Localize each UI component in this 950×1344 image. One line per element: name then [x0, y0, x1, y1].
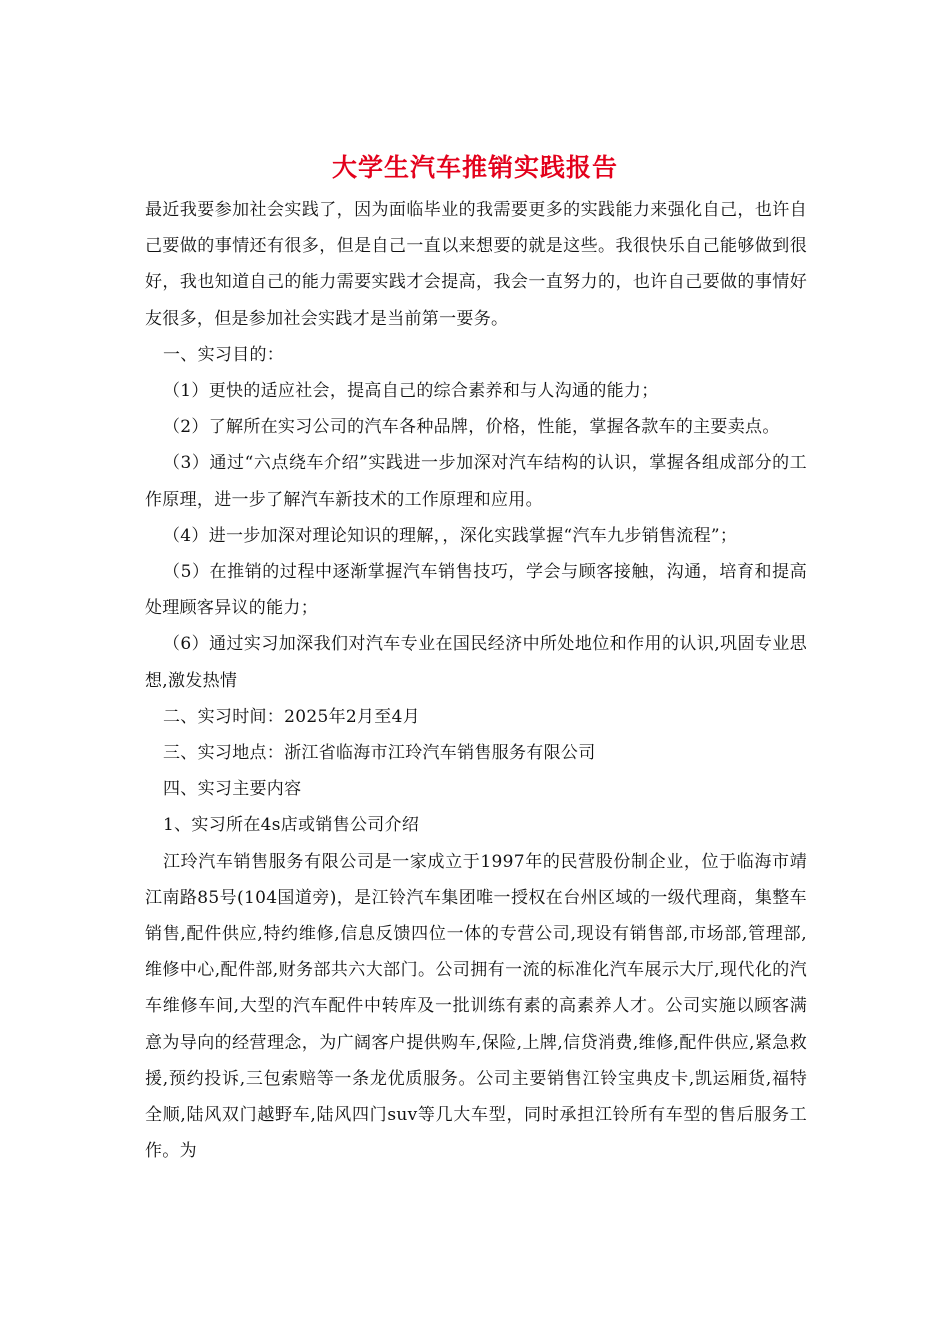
purpose-item-6: （6）通过实习加深我们对汽车专业在国民经济中所处地位和作用的认识,巩固专业思想,激发热情 [145, 634, 807, 691]
purpose-item-5: （5）在推销的过程中逐渐掌握汽车销售技巧，学会与顾客接触，沟通，培育和提高处理顾客异议的能力； [145, 562, 807, 619]
section-heading-content: 四、实习主要内容 [163, 779, 302, 800]
intro-paragraph: 最近我要参加社会实践了，因为面临毕业的我需要更多的实践能力来强化自己，也许自己要做的事情还有很多，但是自己一直以来想要的就是这些。我很快乐自己能够做到很好，我也知道自己的能力需要实践才会提高，我会一直努力的，也许自己要做的事情好友很多，但是参加社会实践才是当前第一要务。 [145, 200, 807, 329]
purpose-item-4: （4）进一步加深对理论知识的理解，，深化实践掌握“汽车九步销售流程”； [163, 525, 738, 546]
company-intro-paragraph: 江玲汽车销售服务有限公司是一家成立于1997年的民营股份制企业，位于临海市靖江南路85号(104国道旁)，是江铃汽车集团唯一授权在台州区域的一级代理商，集整车销售,配件供应,特约维修,信息反馈四位一体的专营公司,现设有销售部,市场部,管理部,维修中心,配件部,财务部共六大部门。公司拥有一流的标准化汽车展示大厅,现代化的汽车维修车间,大型的汽车配件中转库及一批训练有素的高素养人才。公司实施以顾客满意为导向的经营理念，为广阔客户提供购车,保险,上牌,信贷消费,维修,配件供应,紧急救援,预约投诉,三包索赔等一条龙优质服务。公司主要销售江铃宝典皮卡,凯运厢货,福特全顺,陆风双门越野车,陆风四门suv等几大车型，同时承担江铃所有车型的售后服务工作。为 [145, 851, 807, 1162]
purpose-item-3: （3）通过“六点绕车介绍”实践进一步加深对汽车结构的认识，掌握各组成部分的工作原理，进一步了解汽车新技术的工作原理和应用。 [145, 453, 807, 510]
section-heading-location: 三、实习地点：浙江省临海市江玲汽车销售服务有限公司 [163, 743, 596, 764]
document-body [145, 192, 807, 1169]
document-title: 大学生汽车推销实践报告 [331, 153, 618, 182]
subsection-heading-company: 1、实习所在4s店或销售公司介绍 [163, 815, 420, 836]
purpose-item-1: （1）更快的适应社会，提高自己的综合素养和与人沟通的能力； [163, 381, 659, 402]
section-heading-time: 二、实习时间：2025年2月至4月 [163, 706, 420, 727]
purpose-item-2: （2）了解所在实习公司的汽车各种品牌，价格，性能，掌握各款车的主要卖点。 [163, 417, 780, 438]
section-heading-purpose: 一、实习目的： [163, 344, 285, 365]
